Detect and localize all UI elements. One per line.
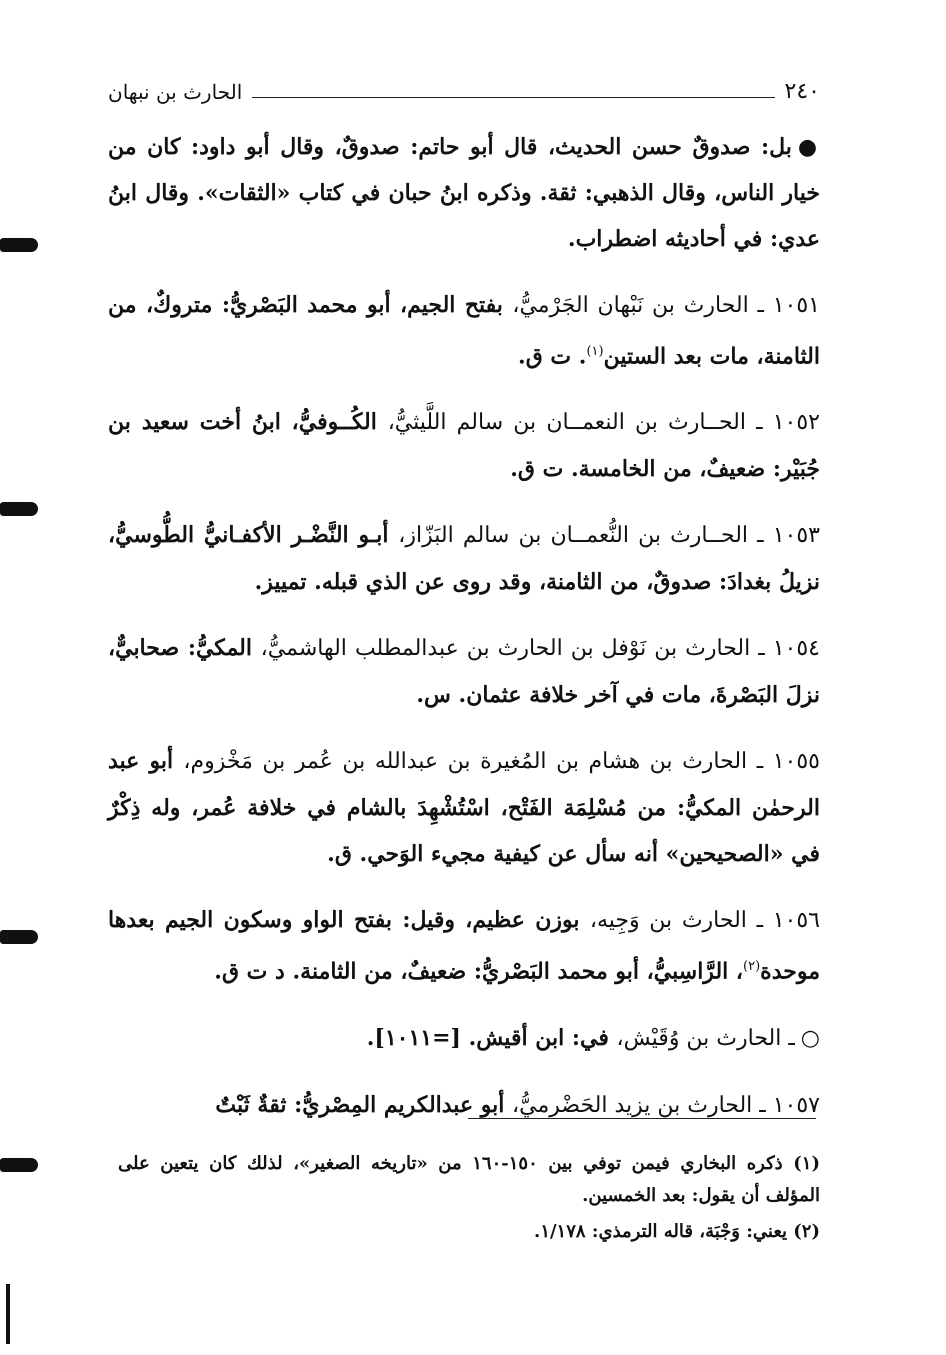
- entry-lead: ١٠٥٢ ـ الحــارث بن النعمــان بن سالم اللَّيثيُّ،: [387, 410, 820, 436]
- footnote-ref: (٢): [743, 959, 761, 975]
- binding-mark: [0, 1158, 38, 1172]
- footnote-1: (١) ذكره البخاري فيمن توفي بين ١٥٠-١٦٠ من «تاريخه الصغير»، لذلك كان يتعين على المؤلف أن يقول: بعد الخمسين.: [118, 1153, 820, 1206]
- footnotes: [118, 1148, 820, 1252]
- binding-mark: [0, 502, 38, 516]
- entry-text: أبو عبد الرحمٰن المكيُّ: من مُسْلِمَة الفَتْح، اسْتُشْهِدَ بالشام في خلافة عُمر، وله ذِكْرٌ في «الصحيحين» أنه سأل عن كيفية مجيء الوَحي. ق.: [108, 748, 820, 868]
- footnote-divider: [468, 1118, 816, 1119]
- entry-text: أبو عبدالكريم المِصْريُّ: ثقةٌ ثَبْتٌ: [215, 1091, 512, 1118]
- filled-circle-icon: ●: [797, 134, 820, 160]
- entry-lead: ـ الحارث بن وُقَيْش،: [616, 1025, 795, 1051]
- entry-tail: . ت ق.: [518, 343, 587, 370]
- running-title: الحارث بن نبهان: [108, 80, 243, 104]
- entry-lead: ١٠٥٧ ـ الحارث بن يزيد الحَضْرميُّ،: [512, 1092, 820, 1118]
- entry-lead: ١٠٥٣ ـ الحــارث بن النُّعمــان بن سالم البَزّاز،: [398, 523, 820, 549]
- entry-1055: [108, 738, 820, 877]
- entry-text: في: ابن أقيش. [=١٠١١].: [366, 1024, 617, 1051]
- footnote-2: (٢) يعني: وَجْبَة، قاله الترمذي: ١/١٧٨.: [534, 1221, 820, 1242]
- entry-1052: [108, 399, 820, 492]
- intro-text: بل: صدوقٌ حسن الحديث، قال أبو حاتم: صدوقٌ، وقال أبو داود: كان من خيار الناس، وقال الذهبي: ثقة. وذكره ابنُ حبان في كتاب «الثقات». وقال ابنُ عدي: في أحاديثه اضطراب.: [108, 134, 820, 252]
- hollow-circle-icon: ○: [800, 1025, 820, 1051]
- scan-edge-line: [6, 1284, 10, 1344]
- entry-1053: [108, 512, 820, 605]
- entry-lead: ١٠٥٤ ـ الحارث بن نَوْفل بن الحارث بن عبدالمطلب الهاشميُّ،: [260, 636, 820, 662]
- cross-reference-entry: [108, 1015, 820, 1062]
- entry-lead: ١٠٥٦ ـ الحارث بن وَجِيه،: [589, 908, 820, 934]
- page-header: [108, 68, 820, 104]
- entry-text: المكيُّ: صحابيٌّ، نزلَ البَصْرةَ، مات في آخر خلافة عثمان. س.: [108, 635, 820, 709]
- footnote-ref: (١): [586, 344, 604, 359]
- intro-paragraph: [108, 124, 820, 262]
- entry-text: الكُــوفيُّ، ابنُ أخت سعيد بن جُبَيْر: ضعيفٌ، من الخامسة. ت ق.: [108, 409, 820, 483]
- entry-lead: ١٠٥١ ـ الحارث بن نَبْهان الجَرْميُّ،: [512, 293, 820, 318]
- entry-1056: [108, 897, 820, 994]
- entry-1051: [108, 282, 820, 379]
- entry-1054: [108, 625, 820, 718]
- entry-text: بفتح الجيم، أبو محمد البَصْريُّ: متروكٌ، من الثامنة، مات بعد الستين: [108, 292, 820, 370]
- entry-text: أبـو النَّضْـر الأكفـانيُّ الطُّوسيُّ، نزيلُ بغدادَ: صدوقٌ، من الثامنة، وقد روى عن الذي قبله. تمييز.: [108, 522, 820, 596]
- page-body: [108, 124, 820, 1149]
- binding-mark: [0, 930, 38, 944]
- binding-mark: [0, 238, 38, 252]
- entry-text: بوزن عظيم، وقيل: بفتح الواو وسكون الجيم بعدها موحدة: [108, 907, 820, 985]
- page-number: ٢٤٠: [784, 79, 820, 104]
- entry-tail: ، الرَّاسِبيُّ، أبو محمد البَصْريُّ: ضعيفٌ، من الثامنة. د ت ق.: [214, 958, 744, 985]
- entry-1057: [108, 1082, 820, 1129]
- header-rule: [252, 97, 774, 98]
- entry-lead: ١٠٥٥ ـ الحارث بن هشام بن المُغيرة بن عبدالله بن عُمر بن مَخْزوم،: [183, 749, 820, 775]
